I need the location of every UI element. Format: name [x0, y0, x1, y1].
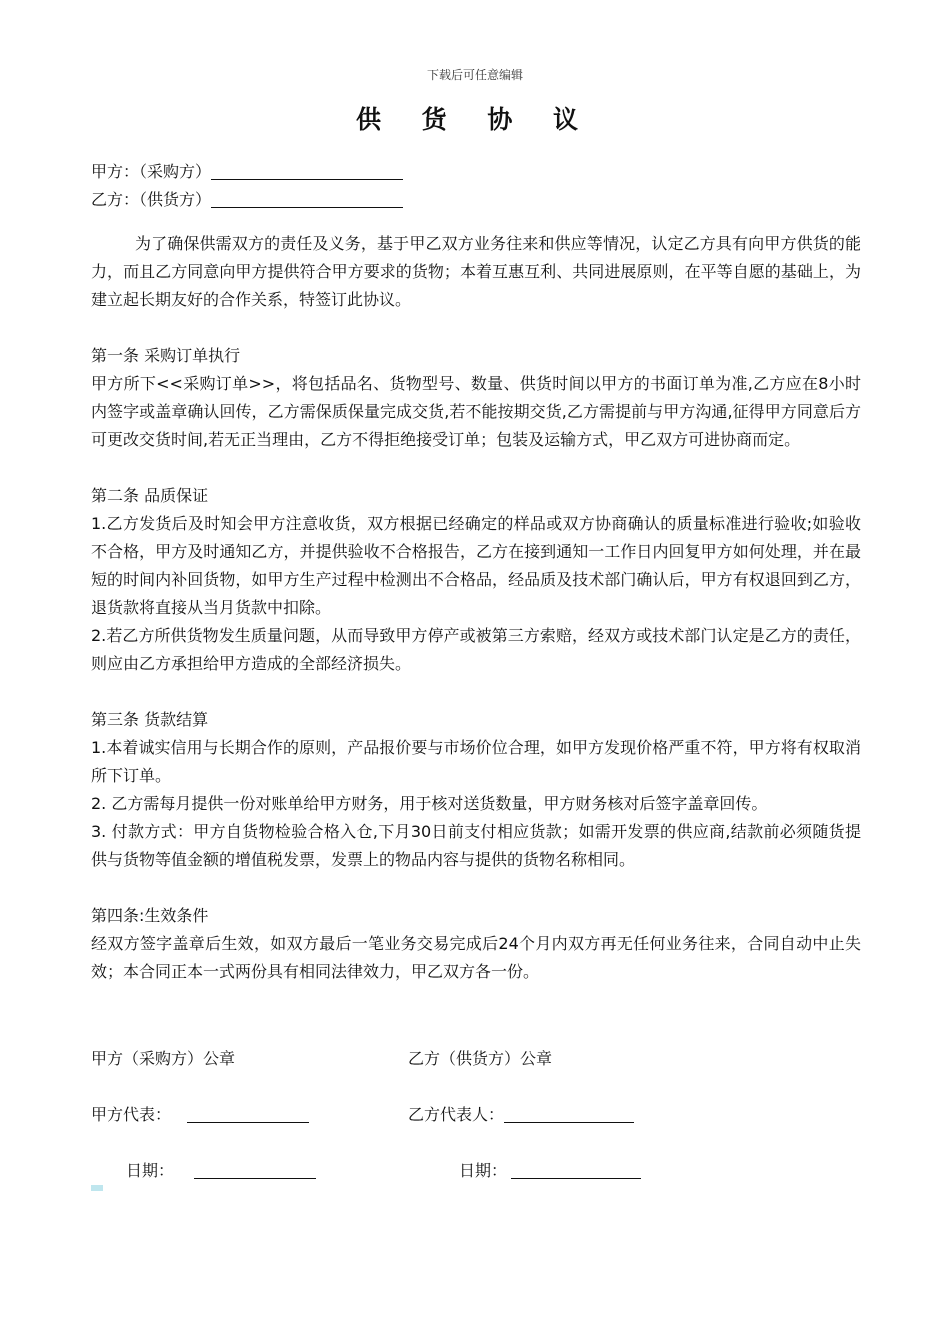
- date-a-label: 日期：: [126, 1161, 175, 1180]
- article-paragraph: 1.乙方发货后及时知会甲方注意收货，双方根据已经确定的样品或双方协商确认的质量标准进行验收;如验收不合格，甲方及时通知乙方，并提供验收不合格报告，乙方在接到通知一工作日内回复甲方如何处理，并在最短的时间内补回货物，如甲方生产过程中检测出不合格品，经品质及技术部门确认后，甲方有权退回到乙方，退货款将直接从当月货款中扣除。: [91, 514, 861, 617]
- party-b-rep-blank: [504, 1104, 634, 1123]
- date-b-label: 日期：: [459, 1161, 508, 1180]
- cursor-marker: [91, 1185, 103, 1191]
- article-title: 第三条 货款结算: [91, 710, 209, 729]
- party-a-rep-label: 甲方代表：: [91, 1105, 172, 1124]
- party-b-seal-label: 乙方（供货方）公章: [408, 1049, 553, 1068]
- date-b-blank: [511, 1160, 641, 1179]
- article-title: 第四条:生效条件: [91, 906, 209, 925]
- party-b-rep-label: 乙方代表人：: [408, 1105, 505, 1124]
- article-paragraph: 甲方所下<<采购订单>>，将包括品名、货物型号、数量、供货时间以甲方的书面订单为准,乙方应在8小时内签字或盖章确认回传，乙方需保质保量完成交货,若不能按期交货,乙方需提前与甲方沟通,征得甲方同意后方可更改交货时间,若无正当理由，乙方不得拒绝接受订单；包装及运输方式，甲乙双方可进协商而定。: [91, 374, 861, 449]
- header-note: 下载后可任意编辑: [426, 68, 523, 82]
- party-a-rep-blank: [187, 1104, 309, 1123]
- article-paragraph: 2.若乙方所供货物发生质量问题，从而导致甲方停产或被第三方索赔，经双方或技术部门认定是乙方的责任，则应由乙方承担给甲方造成的全部经济损失。: [91, 626, 861, 673]
- party-a-rep-field: [91, 1102, 309, 1125]
- date-a-blank: [194, 1160, 316, 1179]
- party-b-line: [91, 186, 861, 214]
- article-1: [91, 342, 861, 454]
- article-title: 第一条 采购订单执行: [91, 346, 241, 365]
- party-a-seal-label: 甲方（采购方）公章: [91, 1049, 236, 1068]
- representative-row: [91, 1102, 851, 1130]
- party-b-label: 乙方：（供货方）: [91, 190, 212, 209]
- article-title: 第二条 品质保证: [91, 486, 209, 505]
- party-b-rep-field: [408, 1102, 634, 1125]
- article-paragraph: 经双方签字盖章后生效，如双方最后一笔业务交易完成后24个月内双方再无任何业务往来，合同自动中止失效；本合同正本一式两份具有相同法律效力，甲乙双方各一份。: [91, 934, 861, 981]
- article-paragraph: 3. 付款方式：甲方自货物检验合格入仓,下月30日前支付相应货款；如需开发票的供应商,结款前必须随货提供与货物等值金额的增值税发票，发票上的物品内容与提供的货物名称相同。: [91, 822, 861, 869]
- party-a-line: [91, 158, 861, 186]
- date-a-field: [126, 1158, 316, 1181]
- document-title: 供 货 协 议: [355, 105, 595, 134]
- article-4: [91, 902, 861, 986]
- article-2: [91, 482, 861, 678]
- intro-paragraph: 为了确保供需双方的责任及义务，基于甲乙双方业务往来和供应等情况，认定乙方具有向甲方供货的能力，而且乙方同意向甲方提供符合甲方要求的货物；本着互惠互利、共同进展原则，在平等自愿的基础上，为建立起长期友好的合作关系，特签订此协议。: [91, 234, 861, 309]
- date-row: [91, 1158, 851, 1186]
- article-3: [91, 706, 861, 874]
- date-b-field: [459, 1158, 641, 1181]
- party-a-blank: [211, 161, 403, 180]
- party-a-label: 甲方：（采购方）: [91, 162, 212, 181]
- party-b-blank: [211, 189, 403, 208]
- document-body: [91, 158, 861, 986]
- article-paragraph: 2. 乙方需每月提供一份对账单给甲方财务，用于核对送货数量，甲方财务核对后签字盖章回传。: [91, 794, 768, 813]
- seal-row: [91, 1046, 851, 1074]
- article-paragraph: 1.本着诚实信用与长期合作的原则，产品报价要与市场价位合理，如甲方发现价格严重不符，甲方将有权取消所下订单。: [91, 738, 861, 785]
